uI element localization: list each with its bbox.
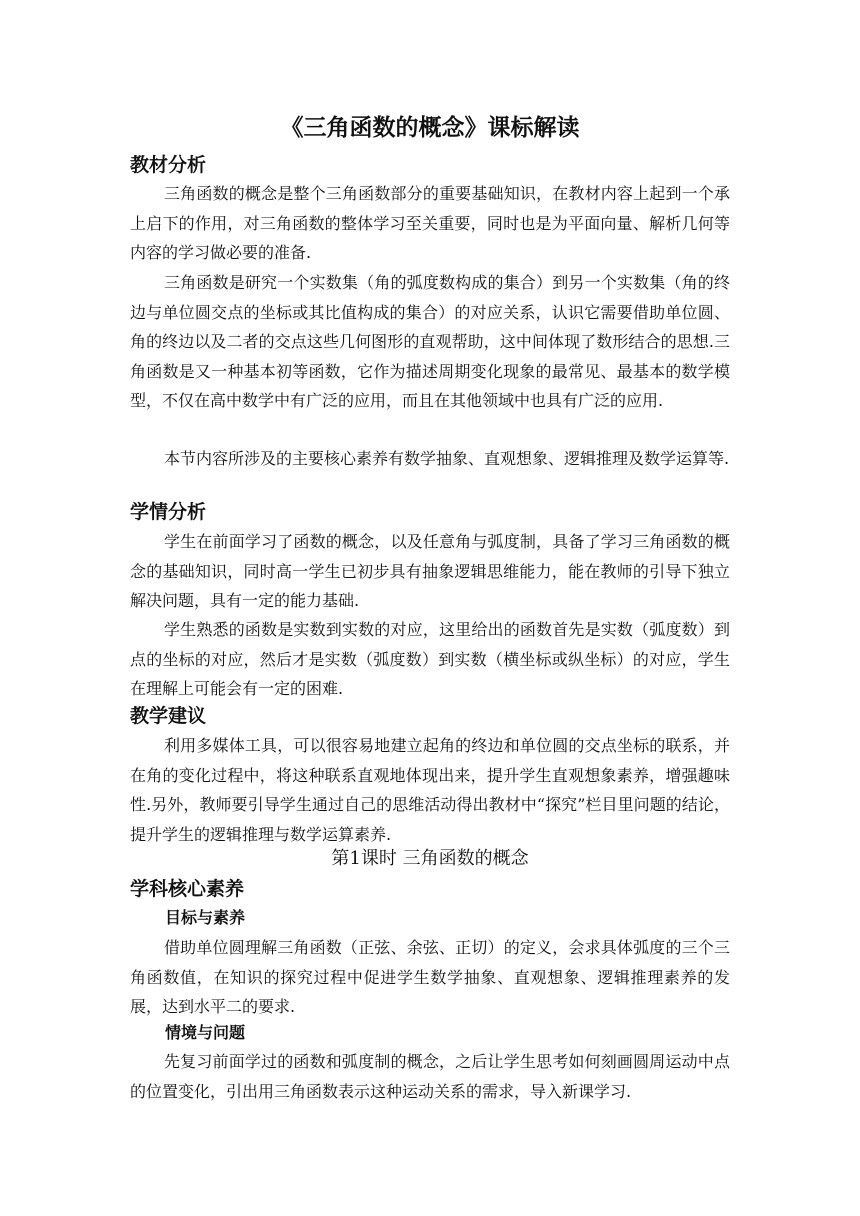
heading-textbook-analysis: 教材分析	[130, 154, 207, 176]
paragraph-students-1: 学生在前面学习了函数的概念，以及任意角与弧度制，具备了学习三角函数的概念的基础知识，同时高一学生已初步具有抽象逻辑思维能力，能在教师的引导下独立解决问题，具有一定的能力基础.	[130, 532, 730, 610]
subheading-situation: 情境与问题	[165, 1023, 246, 1042]
heading-core-literacy: 学科核心素养	[130, 878, 245, 900]
paragraph-situation: 先复习前面学过的函数和弧度制的概念，之后让学生思考如何刻画圆周运动中点的位置变化，引出用三角函数表示这种运动关系的需求，导入新课学习.	[130, 1052, 730, 1101]
heading-student-analysis: 学情分析	[130, 501, 207, 523]
lesson-title: 第1课时 三角函数的概念	[331, 848, 529, 869]
paragraph-students-2: 学生熟悉的函数是实数到实数的对应，这里给出的函数首先是实数（弧度数）到点的坐标的对应，然后才是实数（弧度数）到实数（横坐标或纵坐标）的对应，学生在理解上可能会有一定的困难.	[130, 620, 730, 698]
document-title: 《三角函数的概念》课标解读	[280, 115, 580, 141]
paragraph-textbook-1: 三角函数的概念是整个三角函数部分的重要基础知识，在教材内容上起到一个承上启下的作用，对三角函数的整体学习至关重要，同时也是为平面向量、解析几何等内容的学习做必要的准备.	[130, 184, 730, 262]
paragraph-textbook-3: 本节内容所涉及的主要核心素养有数学抽象、直观想象、逻辑推理及数学运算等.	[164, 449, 730, 468]
paragraph-textbook-2: 三角函数是研究一个实数集（角的弧度数构成的集合）到另一个实数集（角的终边与单位圆交点的坐标或其比值构成的集合）的对应关系，认识它需要借助单位圆、角的终边以及二者的交点这些几何图形的直观帮助，这中间体现了数形结合的思想.三角函数是又一种基本初等函数，它作为描述周期变化现象的最常见、最基本的数学模型，不仅在高中数学中有广泛的应用，而且在其他领域中也具有广泛的应用.	[130, 273, 730, 410]
paragraph-suggestions-1: 利用多媒体工具，可以很容易地建立起角的终边和单位圆的交点坐标的联系，并在角的变化过程中，将这种联系直观地体现出来，提升学生直观想象素养，增强趣味性.另外，教师要引导学生通过自己的思维活动得出教材中“探究”栏目里问题的结论，提升学生的逻辑推理与数学运算素养.	[130, 736, 730, 844]
subheading-goals: 目标与素养	[165, 908, 246, 927]
heading-teaching-suggestions: 教学建议	[130, 705, 207, 727]
paragraph-goals: 借助单位圆理解三角函数（正弦、余弦、正切）的定义，会求具体弧度的三个三角函数值，在知识的探究过程中促进学生数学抽象、直观想象、逻辑推理素养的发展，达到水平二的要求.	[130, 938, 730, 1016]
